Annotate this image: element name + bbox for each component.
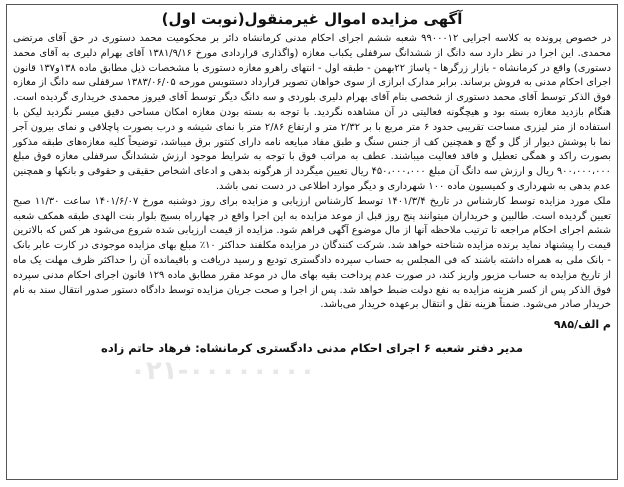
- notice-body: [13, 32, 611, 313]
- phone-watermark: ۰۲۱-۰۰۰۰۰۰۰۰: [130, 356, 316, 386]
- case-number: م الف/۹۸۵: [553, 318, 611, 332]
- notice-paragraph-1: در خصوص پرونده به کلاسه اجرایی ۹۹۰۰۰۱۲ شعبه ششم اجرای احکام مدنی کرمانشاه دائر بر محکومیت محمد دستوری در حق آقای مرتضی محمدی. این اجرا در نظر دارد سه دانگ از ششدانگ سرقفلی یکباب مغازه (واگذاری قراردادی مورخ ۱۳۸۱/۹/۱۶ آقای بهرام دلیری به آقای محمد دستوری) واقع در کرمانشاه - بازار زرگرها - پاساژ ۲۲بهمن - طبقه اول - انتهای راهرو مغازه دستوری با مشخصات ذیل مطابق ماده ۱۳۸و۱۳۷ قانون اجرای احکام مدنی به فروش برساند. برابر مدارک ابرازی از سوی خواهان تصویر قرارداد دستنویس مورخه ۱۳۸۳/۰۶/۰۵ سرقفلی سه دانگ از مغازه فوق الذکر توسط آقای محمد دستوری از شخصی بنام آقای بهرام دلیری بلوردی و سه دانگ دیگر توسط آقای فیروز محمدی خریداری گردیده است. هنگام بازدید مغازه بسته بود و هیچگونه فعالیتی در آن مشاهده نگردید. با توجه به بسته بودن مغازه امکان مساحی دقیق میسر نگردید لیکن با استفاده از متر لیزری مساحت تقریبی حدود ۶ متر مربع با بر ۲/۳۲ متر و ارتفاع ۲/۸۶ متر با نمای شیشه و درب بصورت پاچلاقی و نمای بیرون آجر نما با پوشش دیوار از گل و گچ و همچنین کف از جنس سنگ و طبق مفاد مبایعه نامه دارای کنتور برق میباشد، توضیحاً کلیه مغازه‌های طبقه مذکور بصورت راکد و همگی تعطیل و فاقد فعالیت میباشند. عطف به مراتب فوق با توجه به شرایط موجود ارزش ششدانگ سرقفلی مغازه فوق مبلغ ۹۰۰،۰۰۰،۰۰۰ ریال و ارزش سه دانگ آن مبلغ ۴۵۰،۰۰۰،۰۰۰ ریال تعیین میگردد از هرگونه بدهی و ادعای اشخاص حقیقی و حقوقی و بانکها و همچنین عدم بدهی به شهرداری و کمیسیون ماده ۱۰۰ شهرداری و دیگر موارد اطلاعی در دست نمی باشد.: [13, 33, 612, 192]
- signature-line: مدیر دفتر شعبه ۶ اجرای احکام مدنی دادگستری کرمانشاه: فرهاد حاتم زاده: [101, 341, 523, 356]
- notice-title: آگهی مزایده اموال غیرمنقول(نوبت اول): [161, 10, 463, 28]
- auction-notice: [6, 4, 618, 480]
- notice-paragraph-2: ملک مورد مزایده توسط کارشناس در تاریخ ۱۴۰۱/۳/۴ توسط کارشناس ارزیابی و مزایده برای روز دوشنبه مورخ ۱۴۰۱/۶/۰۷ ساعت ۱۱/۳۰ صبح تعیین گردیده است. طالبین و خریداران میتوانند پنج روز قبل از موعد مزایده به این اجرا واقع در چهارراه بسیج بلوار بنت الهدی طبقه همکف شعبه ششم اجرای احکام مراجعه تا ترتیب ملاحظه آنها از مال موضوع آگهی فراهم شود. مزایده از قیمت ارزیابی شده شروع می‌شود هر کس که بالاترین قیمت را پیشنهاد نماید برنده مزایده شناخته خواهد شد. شرکت کنندگان در مزایده مکلفند حداکثر ۱۰٪ مبلغ بهای مزایده موجودی در کارت عابر بانک - بانک ملی به همراه داشته باشند که فی المجلس به حساب سپرده دادگستری تودیع و رسید دریافت و باقیمانده آن را حداکثر ظرف مهلت یک ماه از تاریخ مزایده به حساب مزبور واریز کند، در صورت عدم پرداخت بقیه بهای مال در موعد مقرر مطابق ماده ۱۲۹ قانون اجرای احکام مدنی سپرده فوق الذکر پس از کسر هزینه مزایده به نفع دولت ضبط خواهد شد. پس از اجرا و صحت جریان مزایده توسط دادگاه دستور صدور انتقال سند به نام خریدار صادر می‌شود. ضمناً هزینه نقل و انتقال برعهده خریدار می‌باشد.: [13, 195, 612, 311]
